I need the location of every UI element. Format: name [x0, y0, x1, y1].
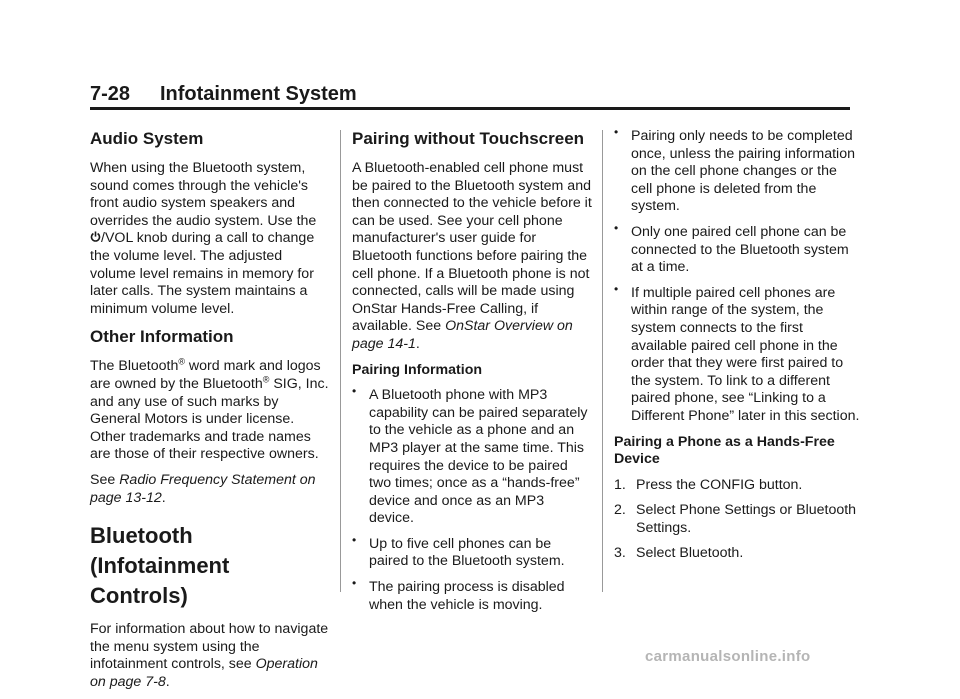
bluetooth-suffix: . [165, 673, 170, 690]
step-text: Press the CONFIG button. [636, 476, 803, 493]
step-number: 1. [614, 476, 626, 493]
trademark-text-b: word mark and logos are owned by the Bluetooth [90, 358, 321, 392]
bullet-icon: • [614, 281, 619, 296]
other-information-heading: Other Information [90, 327, 234, 347]
header-rule [90, 107, 850, 110]
bullet-icon: • [614, 125, 619, 139]
bluetooth-paragraph [90, 621, 330, 691]
column-divider [340, 130, 341, 592]
list-item [352, 384, 592, 528]
step-number: 2. [614, 502, 626, 519]
column-middle [352, 128, 592, 622]
pairing-suffix: . [415, 335, 420, 352]
list-item-text: Pairing only needs to be completed once, unless the pairing information on the cell phone changes or the cell phone is deleted from the system. [631, 128, 855, 215]
bullet-icon: • [614, 220, 619, 235]
bullet-icon: • [352, 384, 357, 399]
operation-reference[interactable]: Operation on page 7-8 [90, 656, 318, 690]
pairing-heading: Pairing without Touchscreen [352, 129, 585, 148]
list-item-text: The pairing process is disabled when the vehicle is moving. [369, 579, 565, 613]
power-icon [90, 231, 101, 243]
trademark-text-a: The Bluetooth [90, 358, 179, 375]
page-number: 7-28 [90, 83, 131, 105]
list-item-text: Up to five cell phones can be paired to the Bluetooth system. [369, 535, 565, 570]
list-item-text: If multiple paired cell phones are within range of the system, the system connects to the first available paired cell phone in the order that they were first paired to the system. To link to a different paired phone, see “Linking to a Different Phone” later in this section. [631, 284, 860, 424]
section-title: Infotainment System [160, 83, 357, 105]
bullet-icon: • [352, 532, 357, 547]
hands-free-heading: Pairing a Phone as a Hands-Free Device [614, 433, 835, 468]
pairing-text: A Bluetooth-enabled cell phone must be paired to the Bluetooth system and then connected to the vehicle before it can be used. See your cell phone manufacturer's user guide for Bluetooth functions before pairing the cell phone. If a Bluetooth phone is not connected, calls will be made using OnStar Hands-Free Calling, if available. See [352, 160, 592, 335]
bullet-icon: • [352, 576, 357, 591]
page-header [90, 80, 850, 106]
audio-system-paragraph [90, 160, 330, 318]
trademark-paragraph [90, 358, 330, 464]
list-item [614, 281, 860, 426]
pairing-paragraph [352, 160, 592, 354]
audio-text-1: When using the Bluetooth system, sound comes through the vehicle's front audio system speakers and overrides the audio system. Use the [90, 160, 317, 229]
column-left [90, 128, 330, 699]
column-right [614, 125, 860, 571]
radio-frequency-reference[interactable]: Radio Frequency Statement on page 13-12 [90, 471, 316, 506]
see-suffix: . [161, 489, 166, 506]
trademark-text-c: SIG, Inc. and any use of such marks by General Motors is under license. Other trademarks and trade names are those of their respective owners. [90, 375, 329, 463]
list-item [614, 220, 860, 277]
list-item-text: A Bluetooth phone with MP3 capability can be paired separately to the vehicle as a phone and an MP3 player at the same time. This requires the device to be paired two times; once as a “hands-free” device and once as an MP3 device. [369, 387, 588, 527]
onstar-reference[interactable]: OnStar Overview on page 14-1 [352, 318, 573, 352]
list-item [614, 125, 860, 216]
watermark: carmanualsonline.info [645, 648, 811, 665]
step-item [614, 477, 860, 495]
registered-mark: ® [178, 356, 185, 367]
step-item [614, 502, 860, 537]
audio-text-2: /VOL knob during a call to change the volume level. The adjusted volume level remains in memory for later calls. The system maintains a minimum volume level. [90, 230, 315, 317]
list-item-text: Only one paired cell phone can be connected to the Bluetooth system at a time. [631, 223, 849, 276]
see-paragraph [90, 472, 330, 507]
step-number: 3. [614, 545, 626, 562]
bluetooth-heading: Bluetooth (Infotainment Controls) [90, 523, 230, 609]
pairing-information-heading: Pairing Information [352, 361, 483, 378]
list-item [352, 532, 592, 571]
audio-system-heading: Audio System [90, 129, 204, 148]
registered-mark: ® [262, 374, 270, 385]
step-text: Select Phone Settings or Bluetooth Settings. [636, 502, 857, 536]
see-prefix: See [90, 471, 120, 488]
list-item [352, 576, 592, 614]
column-divider [602, 130, 603, 592]
bluetooth-text: For information about how to navigate the menu system using the infotainment controls, see [90, 621, 329, 673]
step-text: Select Bluetooth. [636, 545, 744, 562]
step-item [614, 545, 860, 563]
